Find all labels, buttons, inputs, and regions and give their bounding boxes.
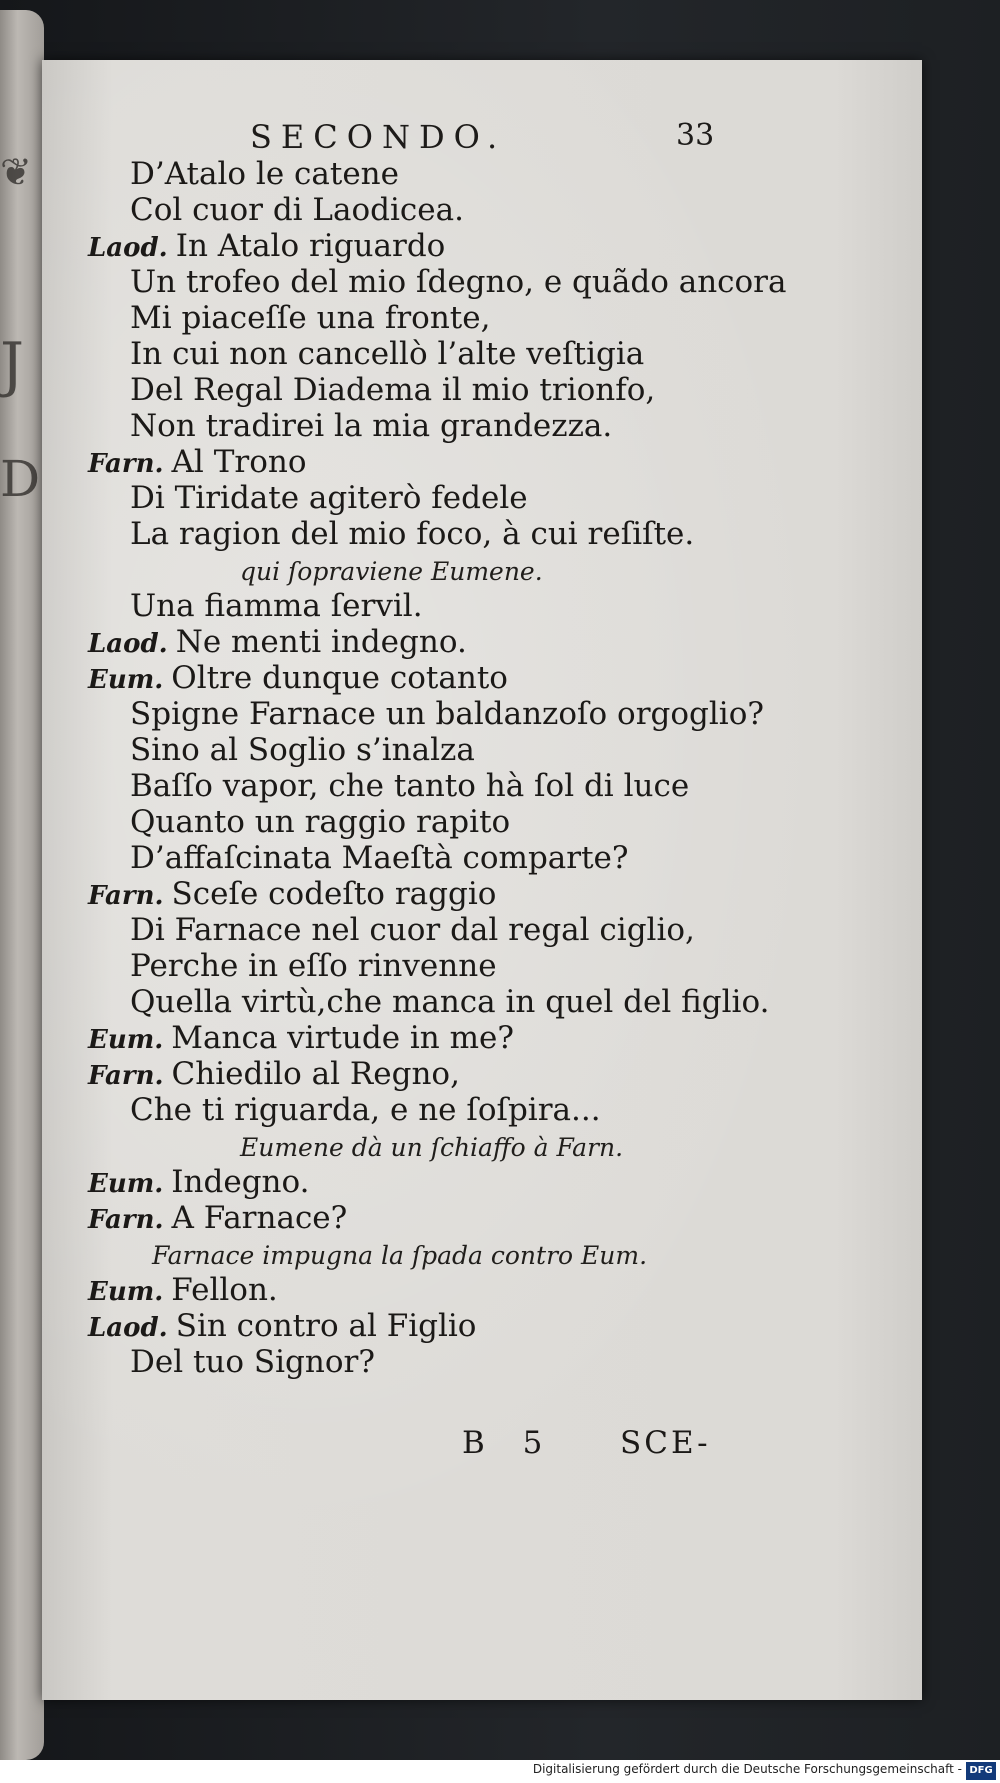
verse-line (88, 1056, 460, 1092)
running-head: SECONDO. (250, 118, 507, 156)
speaker-name: Farn. (88, 1205, 164, 1235)
verse-text: Sceſe codeſto raggio (171, 876, 497, 912)
verse-line (130, 156, 399, 192)
verse-line (130, 516, 694, 552)
verse-line (130, 480, 528, 516)
verse-line (130, 588, 423, 624)
page-header (0, 118, 1000, 158)
verse-text: Al Trono (171, 444, 307, 480)
verse-text: In cui non cancellò l’alte veſtigia (130, 336, 645, 372)
verse-text: Manca virtude in me? (171, 1020, 514, 1056)
verse-text: Fellon. (171, 1272, 278, 1308)
verse-text: Perche in eſſo rinvenne (130, 948, 497, 984)
verse-line (88, 876, 496, 912)
verse-line (130, 336, 644, 372)
speaker-name: Eum. (88, 1025, 164, 1055)
verse-line (130, 1344, 375, 1380)
verse-text: La ragion del mio foco, à cui reſiſte. (130, 516, 695, 552)
bleed-letters: D (0, 450, 41, 508)
verse-line (130, 840, 629, 876)
verse-line (130, 948, 497, 984)
speaker-name: Farn. (88, 881, 164, 911)
verse-line (130, 264, 786, 300)
verse-line (130, 408, 612, 444)
verse-text: Sin contro al Figlio (175, 1308, 477, 1344)
verse-text: Sino al Soglio s’inalza (130, 732, 475, 768)
verse-text: A Farnace? (171, 1200, 348, 1236)
verse-text: Chiedilo al Regno, (171, 1056, 460, 1092)
credit-text: Digitalisierung gefördert durch die Deutsche Forschungsgemeinschaft - (532, 1762, 962, 1776)
verse-text: Quella virtù,che manca in quel del figlio. (130, 984, 770, 1020)
verse-line (130, 804, 510, 840)
verse-text: Un trofeo del mio ſdegno, e quãdo ancora (130, 264, 787, 300)
verse-text: Baſſo vapor, che tanto hà ſol di luce (130, 768, 690, 804)
verse-text: Una fiamma ſervil. (130, 588, 423, 624)
speaker-name: Laod. (88, 629, 168, 659)
verse-text: Del Regal Diadema il mio trionfo, (130, 372, 656, 408)
stage-direction (152, 1236, 647, 1272)
speaker-name: Farn. (88, 449, 164, 479)
stage-direction-text: Eumene dà un ſchiaffo à Farn. (240, 1133, 624, 1162)
catchword: SCE- (620, 1425, 711, 1461)
speaker-name: Laod. (88, 1313, 168, 1343)
verse-line (88, 1272, 278, 1308)
bleed-letters: J (0, 330, 25, 400)
facing-page-edge (0, 10, 44, 1760)
verse-text: Di Tiridate agiterò fedele (130, 480, 528, 516)
page-footer (0, 1425, 1000, 1465)
verse-text: Ne menti indegno. (175, 624, 467, 660)
verse-text: Che ti riguarda, e ne ſoſpira... (130, 1092, 601, 1128)
verse-line (88, 660, 508, 696)
speaker-name: Eum. (88, 665, 164, 695)
verse-line (130, 192, 464, 228)
credit-bar (0, 1760, 1000, 1783)
verse-text: Oltre dunque cotanto (171, 660, 508, 696)
verse-line (130, 984, 769, 1020)
speaker-name: Eum. (88, 1277, 164, 1307)
stage-direction (240, 1128, 623, 1164)
verse-line (130, 300, 490, 336)
verse-line (130, 768, 689, 804)
signature-mark: B 5 (462, 1425, 557, 1461)
verse-line (88, 624, 467, 660)
page-number: 33 (676, 118, 715, 153)
bleed-ornament: ❦ (0, 150, 32, 194)
verse-text: Non tradirei la mia grandezza. (130, 408, 613, 444)
stage-direction-text: Farnace impugna la ſpada contro Eum. (152, 1241, 648, 1270)
verse-line (88, 1020, 514, 1056)
verse-text: Mi piaceſſe una fronte, (130, 300, 491, 336)
verse-text: D’affaſcinata Maeſtà comparte? (130, 840, 629, 876)
verse-text: Indegno. (171, 1164, 310, 1200)
stage-direction (240, 552, 543, 588)
verse-text: D’Atalo le catene (130, 156, 399, 192)
stage-direction-text: qui ſopraviene Eumene. (240, 557, 543, 586)
verse-line (88, 228, 445, 264)
verse-line (130, 372, 655, 408)
verse-text: Quanto un raggio rapito (130, 804, 511, 840)
dfg-logo: DFG (966, 1762, 996, 1780)
verse-line (130, 912, 695, 948)
verse-line (88, 444, 307, 480)
verse-line (88, 1200, 347, 1236)
verse-text: Di Farnace nel cuor dal regal ciglio, (130, 912, 695, 948)
verse-line (130, 696, 764, 732)
speaker-name: Farn. (88, 1061, 164, 1091)
verse-text: In Atalo riguardo (175, 228, 446, 264)
verse-text: Del tuo Signor? (130, 1344, 375, 1380)
speaker-name: Eum. (88, 1169, 164, 1199)
verse-text: Col cuor di Laodicea. (130, 192, 464, 228)
verse-line (130, 1092, 601, 1128)
verse-line (130, 732, 475, 768)
verse-line (88, 1164, 309, 1200)
speaker-name: Laod. (88, 233, 168, 263)
verse-line (88, 1308, 476, 1344)
verse-text: Spigne Farnace un baldanzoſo orgoglio? (130, 696, 764, 732)
